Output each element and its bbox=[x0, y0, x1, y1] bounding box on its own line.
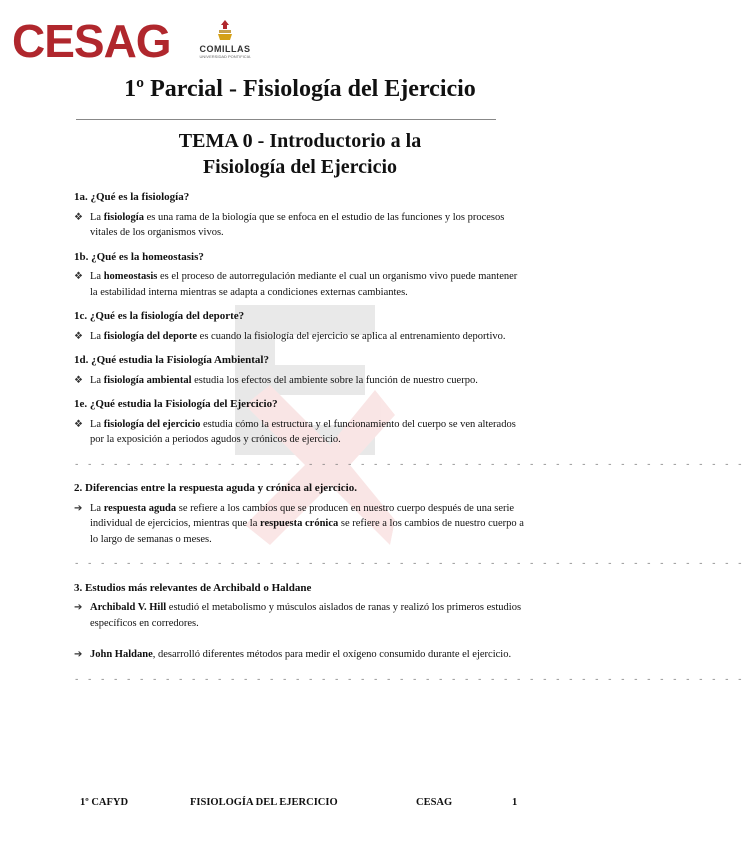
diamond-bullet-icon: ❖ bbox=[74, 271, 83, 282]
answer-3-haldane bbox=[74, 647, 524, 663]
answer-text: La respuesta aguda se refiere a los cambios que se producen en nuestro cuerpo después de una serie individual de ejercicios, mientras que la respuesta crónica se refiere a los cambios de nuestro cuerpo a lo largo de semanas o meses. bbox=[90, 502, 524, 545]
answer-text: La fisiología del ejercicio estudia cómo la estructura y el funcionamiento del cuerpo se ven alterados por la exposición a periodos agudos y crónicos de ejercicio. bbox=[90, 418, 516, 445]
answer-2 bbox=[74, 501, 524, 548]
comillas-subtitle: UNIVERSIDAD PONTIFICIA bbox=[199, 54, 251, 59]
answer-text: La fisiología ambiental estudia los efectos del ambiente sobre la función de nuestro cuerpo. bbox=[90, 374, 478, 386]
tema-title bbox=[0, 128, 600, 180]
comillas-logo bbox=[190, 18, 260, 59]
answer-1b bbox=[74, 269, 524, 300]
answer-1c bbox=[74, 329, 524, 345]
dashed-separator: - - - - - - - - - - - - - - - - - - - - - - - - - - - - - - - - - - - - - - - - - - - - - - - - - - - - bbox=[74, 559, 744, 569]
dashed-separator: - - - - - - - - - - - - - - - - - - - - - - - - - - - - - - - - - - - - - - - - - - - - - - - - - - - - bbox=[74, 674, 744, 685]
question-1a: 1a. ¿Qué es la fisiología? bbox=[74, 191, 190, 203]
question-1e: 1e. ¿Qué estudia la Fisiología del Ejercicio? bbox=[74, 398, 278, 410]
question-2: 2. Diferencias entre la respuesta aguda y crónica al ejercicio. bbox=[74, 482, 357, 494]
document-content bbox=[74, 190, 744, 696]
diamond-bullet-icon: ❖ bbox=[74, 211, 83, 223]
footer-page-number: 1 bbox=[512, 797, 518, 808]
cesag-logo: CESAG bbox=[12, 15, 171, 67]
diamond-bullet-icon: ❖ bbox=[74, 374, 83, 386]
title-divider bbox=[76, 119, 496, 120]
arrow-bullet-icon: ➔ bbox=[74, 502, 83, 514]
arrow-bullet-icon: ➔ bbox=[74, 602, 83, 613]
document-title: 1º Parcial - Fisiología del Ejercicio bbox=[124, 76, 476, 102]
answer-text: La fisiología es una rama de la biología que se enfoca en el estudio de las funciones y los procesos vitales de los organismos vivos. bbox=[90, 211, 505, 238]
answer-text: La fisiología del deporte es cuando la fisiología del ejercicio se aplica al entrenamiento deportivo. bbox=[90, 330, 506, 342]
diamond-bullet-icon: ❖ bbox=[74, 418, 83, 430]
footer-subject: FISIOLOGÍA DEL EJERCICIO bbox=[190, 797, 338, 808]
diamond-bullet-icon: ❖ bbox=[74, 330, 83, 342]
answer-text: Archibald V. Hill estudió el metabolismo y músculos aislados de ranas y realizó los primeros estudios específicos en corredores. bbox=[90, 602, 522, 629]
footer-course: 1º CAFYD bbox=[80, 797, 129, 808]
answer-text: La homeostasis es el proceso de autorregulación mediante el cual un organismo vivo puede mantener la estabilidad interna mientras se adapta a condiciones externas cambiantes. bbox=[90, 271, 518, 298]
answer-1e bbox=[74, 417, 524, 448]
question-1c: 1c. ¿Qué es la fisiología del deporte? bbox=[74, 310, 245, 322]
question-1d: 1d. ¿Qué estudia la Fisiología Ambiental? bbox=[74, 354, 269, 366]
answer-3-hill bbox=[74, 600, 524, 631]
question-1b: 1b. ¿Qué es la homeostasis? bbox=[74, 250, 204, 263]
answer-text: John Haldane, desarrolló diferentes métodos para medir el oxígeno consumido durante el ejercicio. bbox=[90, 649, 512, 660]
arrow-bullet-icon: ➔ bbox=[74, 649, 83, 660]
question-3: 3. Estudios más relevantes de Archibald o Haldane bbox=[74, 581, 312, 594]
tema-title-line-2: Fisiología del Ejercicio bbox=[202, 156, 398, 178]
tema-title-line-1: TEMA 0 - Introductorio a la bbox=[178, 130, 422, 152]
dashed-separator: - - - - - - - - - - - - - - - - - - - - - - - - - - - - - - - - - - - - - - - - - - - - - - - - - - - - bbox=[74, 459, 744, 470]
comillas-name: COMILLAS bbox=[199, 44, 251, 54]
answer-1a bbox=[74, 210, 524, 241]
footer-school: CESAG bbox=[416, 797, 453, 808]
answer-1d bbox=[74, 373, 524, 389]
page-footer bbox=[0, 797, 600, 813]
comillas-crest-icon bbox=[210, 18, 240, 42]
